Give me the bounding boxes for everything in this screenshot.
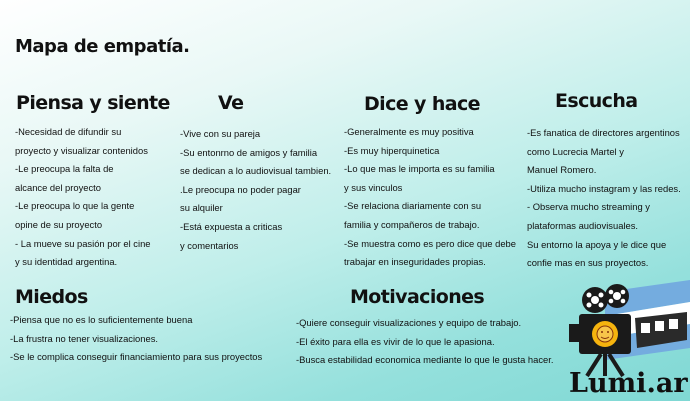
heading-escucha: Escucha: [555, 90, 638, 112]
list-item: -Es fanatica de directores argentinos: [527, 127, 680, 138]
list-item: -Está expuesta a criticas: [180, 220, 283, 232]
list-item: trabajar en inseguridades propias.: [344, 256, 486, 268]
list-item: -Generalmente es muy positiva: [344, 126, 474, 137]
list-ve: [180, 125, 331, 255]
list-item: -Busca estabilidad economica mediante lo que le gusta hacer.: [296, 354, 554, 366]
list-item: -Su entonrno de amigos y familia: [180, 146, 318, 158]
list-item: -Se muestra como es pero dice que debe: [344, 237, 516, 249]
list-item: -Necesidad de difundir su: [15, 126, 122, 137]
list-miedos: [10, 311, 262, 367]
list-dice-y-hace: [344, 123, 516, 272]
heading-miedos: Miedos: [15, 286, 88, 308]
list-item: opine de su proyecto: [15, 218, 103, 230]
list-item: -Es muy hiperquinetica: [344, 144, 440, 156]
list-item: -Le preocupa la falta de: [15, 163, 114, 175]
heading-piensa-y-siente: Piensa y siente: [16, 92, 170, 114]
page-title: Mapa de empatía.: [15, 36, 190, 57]
list-escucha: [527, 124, 681, 273]
list-item: como Lucrecia Martel y: [527, 145, 624, 157]
list-item: Manuel Romero.: [527, 164, 597, 176]
list-item: alcance del proyecto: [15, 181, 101, 193]
list-item: Su entorno la apoya y le dice que: [527, 238, 667, 250]
list-item: -El éxito para ella es vivir de lo que le apasiona.: [296, 335, 495, 347]
list-item: - La mueve su pasión por el cine: [15, 237, 151, 249]
list-item: .Le preocupa no poder pagar: [180, 183, 301, 195]
list-item: y su identidad argentina.: [15, 256, 118, 268]
list-piensa-y-siente: [15, 123, 151, 272]
heading-ve: Ve: [218, 92, 244, 114]
list-item: su alquiler: [180, 202, 223, 214]
heading-dice-y-hace: Dice y hace: [364, 93, 480, 115]
list-motivaciones: [296, 314, 553, 370]
list-item: -Quiere conseguir visualizaciones y equipo de trabajo.: [296, 317, 522, 328]
heading-motivaciones: Motivaciones: [350, 286, 485, 308]
list-item: plataformas audiovisuales.: [527, 219, 638, 231]
list-item: -Lo que mas le importa es su familia: [344, 163, 495, 175]
list-item: -La frustra no tener visualizaciones.: [10, 332, 158, 344]
list-item: -Se relaciona diariamente con su: [344, 200, 482, 212]
list-item: y comentarios: [180, 239, 239, 251]
list-item: -Piensa que no es lo suficientemente buena: [10, 314, 193, 325]
list-item: se dedican a lo audiovisual tambien.: [180, 165, 332, 177]
list-item: -Vive con su pareja: [180, 128, 261, 139]
list-item: -Le preocupa lo que la gente: [15, 200, 135, 212]
list-item: proyecto y visualizar contenidos: [15, 144, 148, 156]
logo-text: Lumi.ar: [569, 368, 688, 399]
list-item: -Utiliza mucho instagram y las redes.: [527, 182, 681, 194]
list-item: -Se le complica conseguir financiamiento para sus proyectos: [10, 351, 263, 363]
list-item: y sus vinculos: [344, 181, 403, 193]
list-item: confie mas en sus proyectos.: [527, 257, 649, 269]
list-item: familia y compañeros de trabajo.: [344, 218, 480, 230]
list-item: - Observa mucho streaming y: [527, 201, 650, 213]
